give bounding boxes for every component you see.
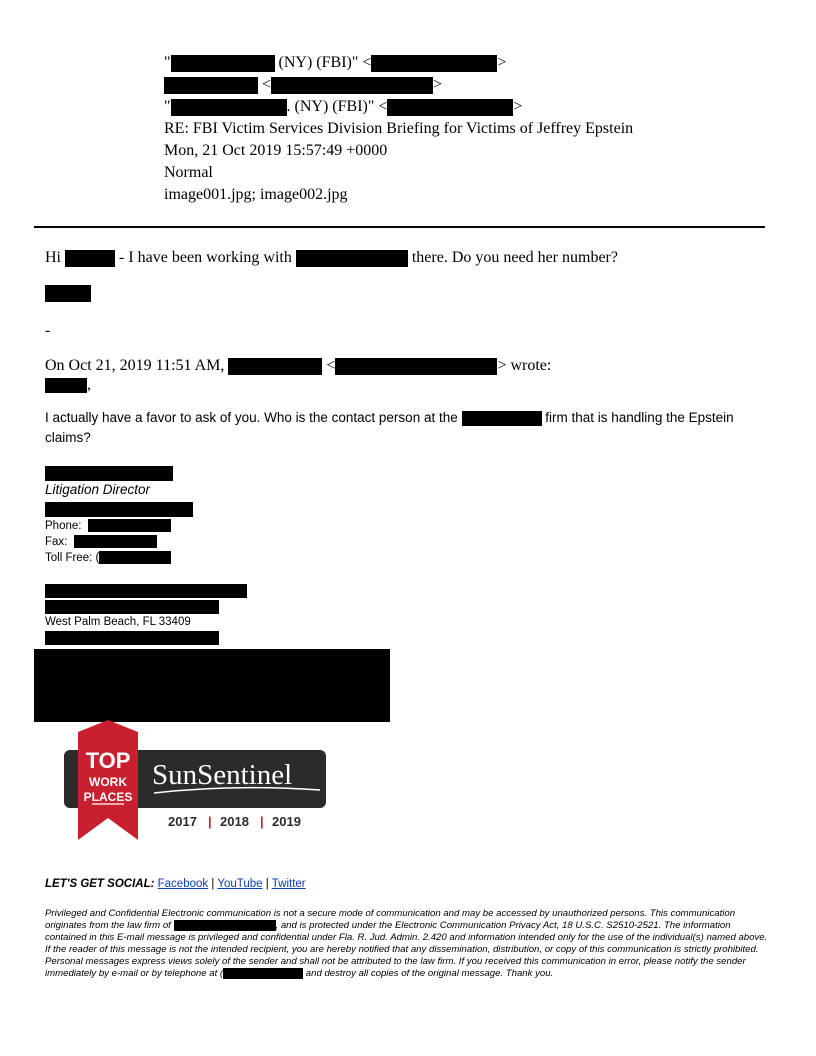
redaction: [228, 358, 322, 375]
reply-dash: -: [45, 322, 51, 339]
redaction: [371, 55, 497, 72]
from-value: " (NY) (FBI)" < >: [164, 54, 507, 71]
redaction: [223, 968, 303, 979]
redaction: [296, 250, 408, 267]
redaction: [462, 411, 542, 426]
redaction: [387, 99, 513, 116]
quoted-salutation: ,: [45, 376, 91, 394]
redaction: [99, 551, 171, 564]
redaction: [45, 600, 219, 614]
redaction: [45, 584, 247, 598]
logo-year-2017: 2017: [168, 814, 197, 829]
date-value: Mon, 21 Oct 2019 15:57:49 +0000: [164, 142, 388, 159]
social-label: LET'S GET SOCIAL:: [45, 878, 155, 890]
quoted-body-line-1: I actually have a favor to ask of you. Who is the contact person at the firm that is handling the Epstein: [45, 410, 734, 425]
redaction: [45, 466, 173, 481]
inline-images-value: image001.jpg; image002.jpg: [164, 186, 348, 203]
social-links: LET'S GET SOCIAL: Facebook | YouTube | Twitter: [45, 878, 306, 890]
twitter-link[interactable]: Twitter: [271, 878, 306, 890]
logo-year-2019: 2019: [272, 814, 301, 829]
to-value: < >: [164, 74, 442, 96]
redaction: [45, 502, 193, 517]
redaction: [65, 250, 115, 267]
top-work-places-logo: [62, 718, 328, 842]
redaction: [174, 920, 276, 931]
redaction: [271, 77, 433, 94]
signature-city: West Palm Beach, FL 33409: [45, 616, 191, 628]
signature-title: Litigation Director: [45, 482, 151, 497]
quoted-intro: On Oct 21, 2019 11:51 AM, < > wrote:: [45, 357, 552, 374]
confidentiality-disclaimer: Privileged and Confidential Electronic communication is not a secure mode of communication and may be accessed by unauthorized persons. This communication originates from the law firm of , and is protected under the Electronic Communication Privacy Act, 18 U.S.C. S2510-2521. The information contained in this E-mail message is privileged and confidential under Fla. R. Jud. Admin. 2.420 and information intended only for the use of the individual(s) named above. If the reader of this message is not the intended recipient, you are hereby notified that any dissemination, distribution, or copy of this communication is strictly prohibited. Personal messages express views solely of the sender and shall not be attributed to the law firm. If you received this communication in error, please notify the sender immediately by e-mail or by telephone at ( and destroy all copies of the original message. Thank you.: [45, 908, 768, 979]
subject-value: RE: FBI Victim Services Division Briefing for Victims of Jeffrey Epstein: [164, 120, 634, 137]
importance-value: Normal: [164, 164, 213, 181]
logo-places-text: PLACES: [83, 790, 133, 804]
cc-value: " . (NY) (FBI)" < >: [164, 98, 523, 115]
redaction: [171, 99, 287, 116]
redaction: [74, 535, 157, 548]
redaction: [88, 519, 171, 532]
header-divider: [34, 226, 765, 228]
logo-year-2018: 2018: [220, 814, 249, 829]
signature-phone: Phone:: [45, 518, 171, 534]
logo-brand-text: SunSentinel: [152, 759, 293, 791]
redaction-image: [34, 649, 390, 722]
logo-separator: |: [208, 814, 212, 829]
redaction: [45, 631, 219, 645]
redaction: [45, 378, 87, 393]
redaction: [335, 358, 497, 375]
reply-line: Hi - I have been working with there. Do you need her number?: [45, 249, 618, 266]
redaction: [45, 285, 91, 302]
youtube-link[interactable]: YouTube: [217, 878, 263, 890]
redaction: [164, 77, 258, 94]
signature-tollfree: Toll Free: (: [45, 550, 171, 566]
redaction: [171, 55, 275, 72]
logo-top-text: TOP: [85, 748, 131, 773]
signature-fax: Fax:: [45, 534, 157, 550]
quoted-body-line-2: claims?: [45, 430, 91, 445]
facebook-link[interactable]: Facebook: [157, 878, 209, 890]
logo-work-text: WORK: [89, 775, 127, 789]
logo-separator: |: [260, 814, 264, 829]
